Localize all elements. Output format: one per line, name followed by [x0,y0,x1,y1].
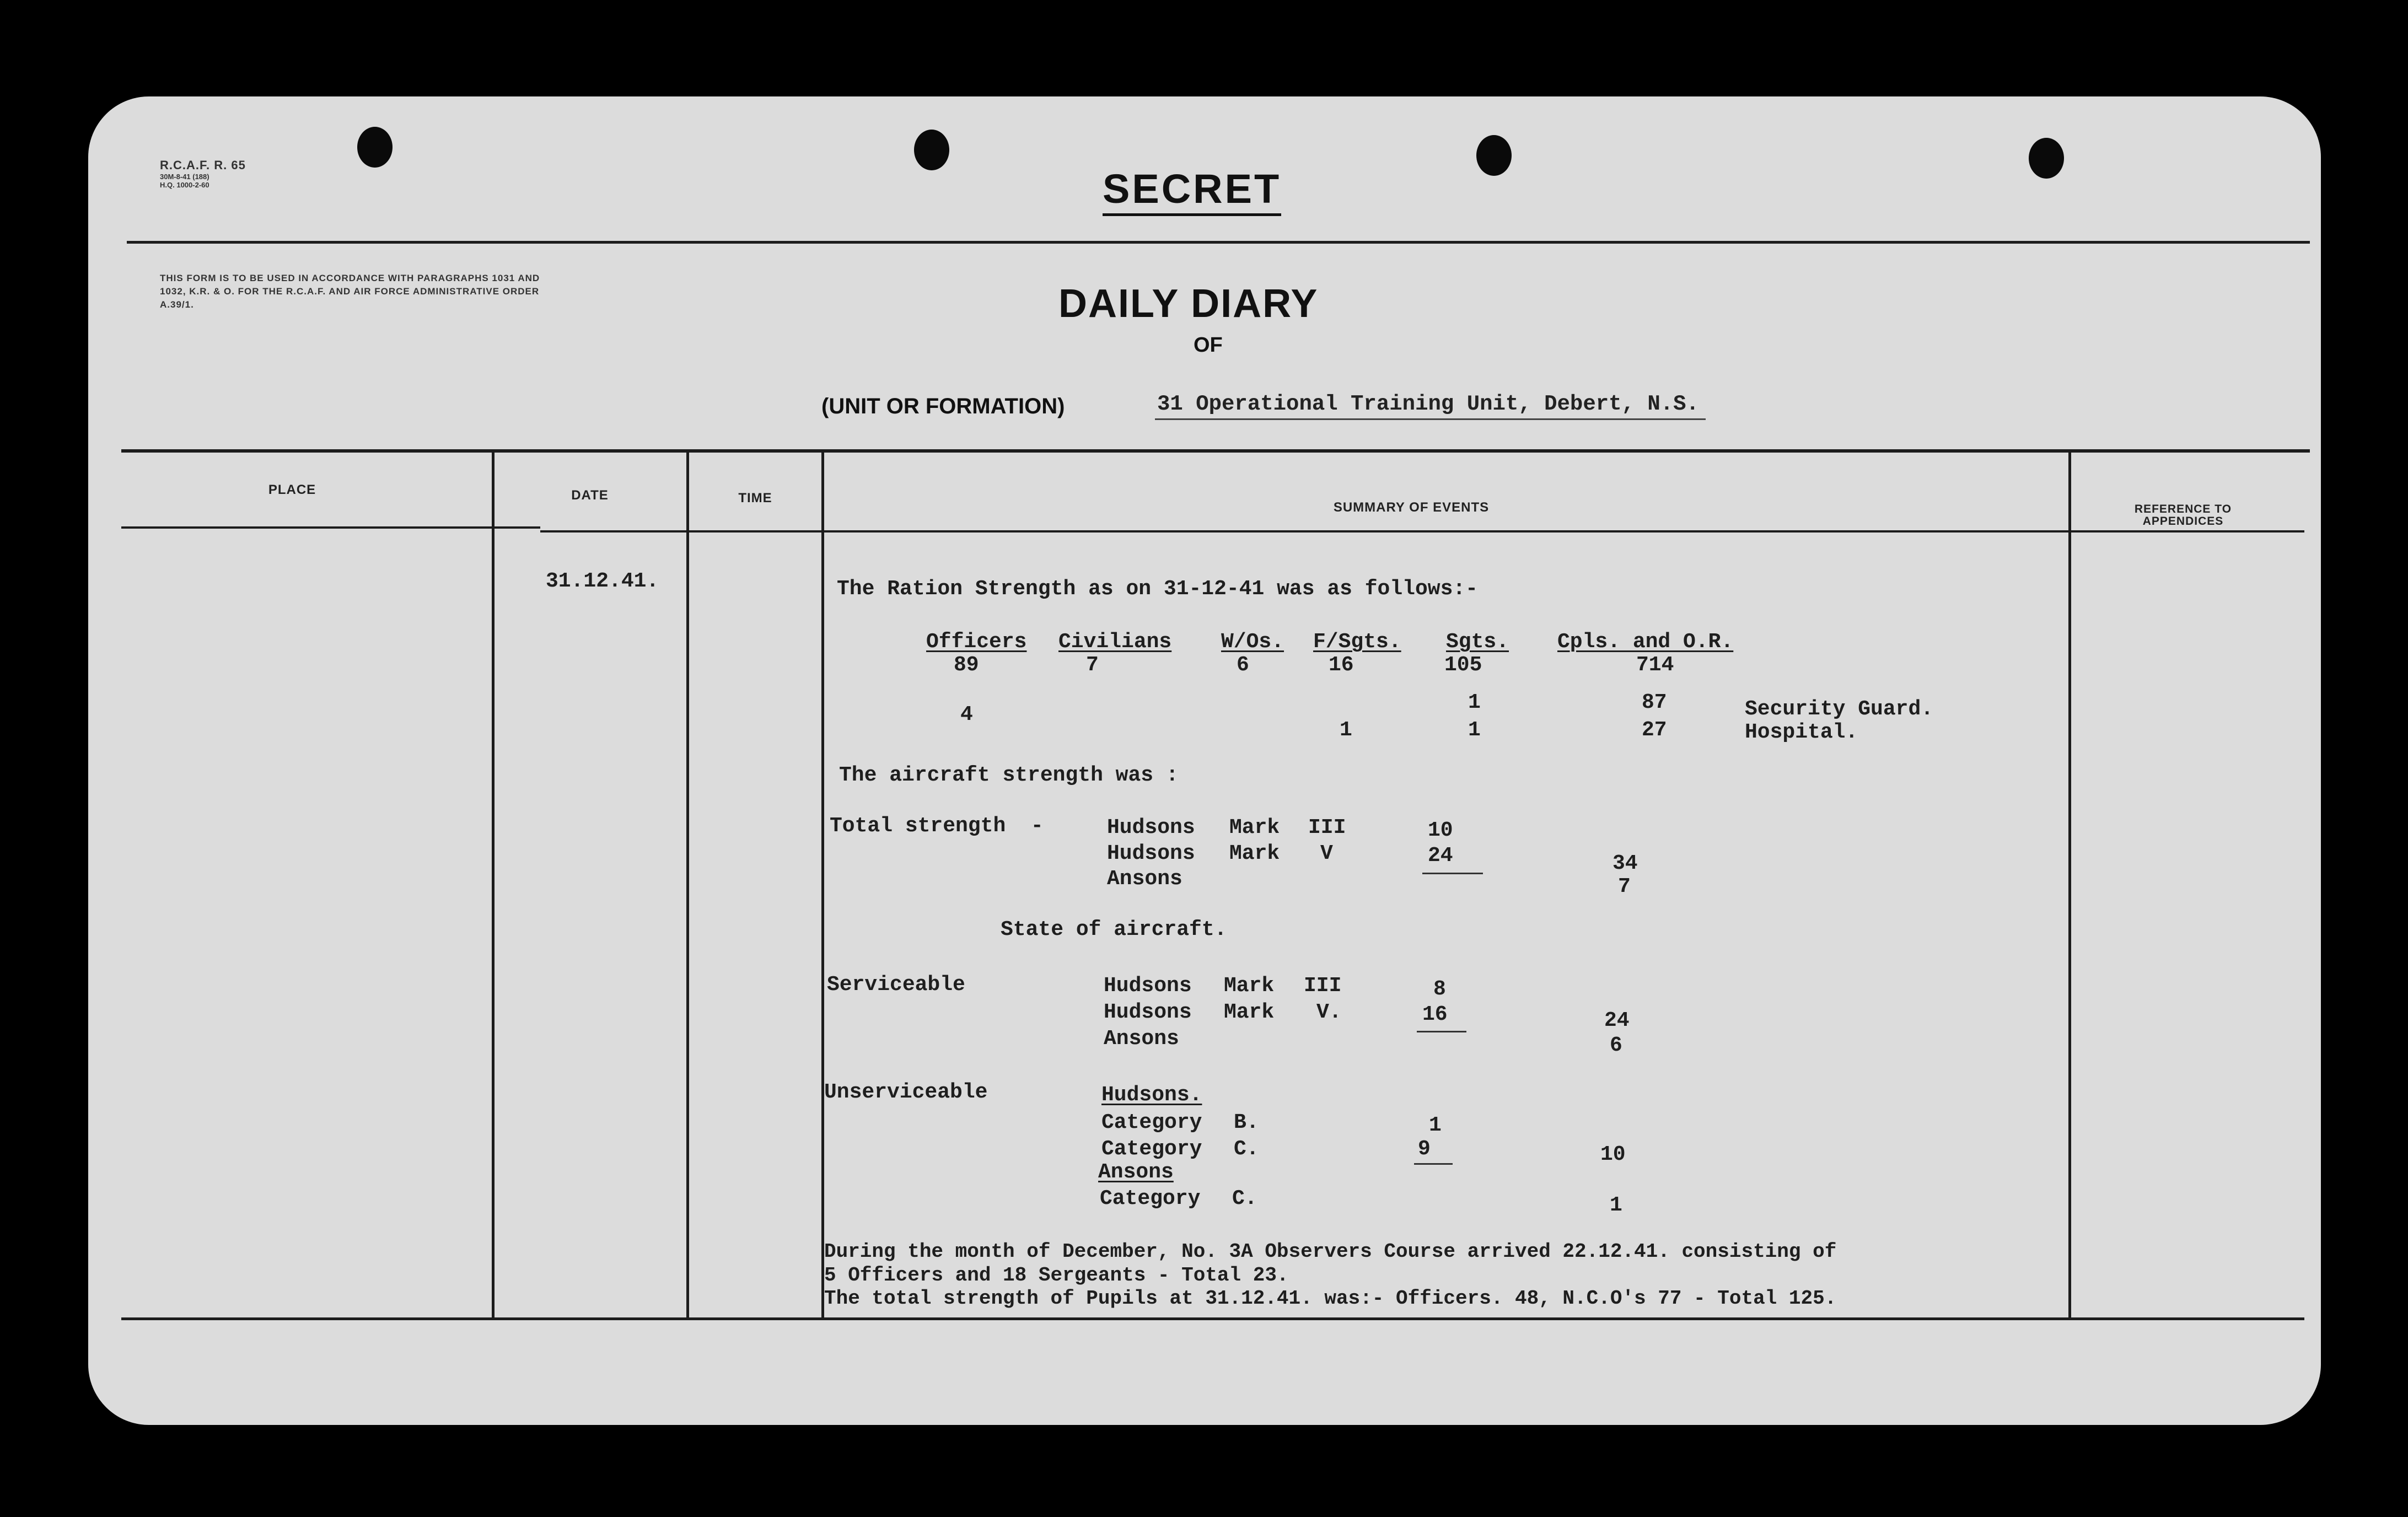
category-code: C. [1232,1187,1257,1211]
ration-header: Civilians [1058,630,1172,654]
aircraft-mark-number: III [1304,974,1342,998]
unserviceable-hudsons-heading: Hudsons. [1101,1083,1202,1107]
ration-value: 714 [1636,653,1674,677]
unit-label: (UNIT OR FORMATION) [821,394,1065,418]
title-of: OF [1194,333,1223,357]
ration-value: 16 [1329,653,1354,677]
page-title: DAILY DIARY [1058,282,1319,326]
ration-header: Sgts. [1446,630,1509,654]
aircraft-mark: Mark [1224,974,1275,998]
ration-value: 1 [1340,718,1352,742]
category-count: 9 [1418,1137,1431,1161]
col-time: TIME [738,491,772,505]
summary-head-rule [540,530,2304,532]
column-divider [821,449,824,1320]
ration-value: 6 [1237,653,1249,677]
aircraft-mark: Mark [1229,842,1280,865]
ration-header: Officers [926,630,1027,654]
closing-line: The total strength of Pupils at 31.12.41. was:- Officers. 48, N.C.O's 77 - Total 125. [824,1287,1837,1310]
ration-note: Hospital. [1745,720,1858,744]
col-date: DATE [571,488,609,503]
ration-header: F/Sgts. [1313,630,1401,654]
ration-value: 89 [954,653,979,677]
table-top-rule [121,449,2310,453]
column-divider [686,449,689,1320]
aircraft-mark-number: V [1320,842,1333,865]
unserviceable-ansons-heading: Ansons [1098,1160,1174,1184]
aircraft-type: Hudsons [1107,842,1195,865]
ration-value: 1 [1468,691,1481,714]
col-place: PLACE [268,482,316,497]
column-divider [492,449,495,1320]
category-label: Category [1101,1111,1202,1134]
diary-card [88,96,2321,1425]
aircraft-type: Ansons [1107,867,1182,891]
ration-value: 105 [1444,653,1482,677]
print-code: 30M-8-41 (188) [160,173,209,181]
closing-line: 5 Officers and 18 Sergeants - Total 23. [824,1264,1289,1287]
closing-line: During the month of December, No. 3A Observers Course arrived 22.12.41. consisting of [824,1240,1837,1263]
aircraft-type: Hudsons [1107,816,1195,840]
aircraft-mark: Mark [1224,1000,1275,1024]
category-count: 1 [1429,1113,1442,1137]
aircraft-total: 6 [1610,1034,1622,1057]
ration-header: W/Os. [1221,630,1284,654]
serviceable-label: Serviceable [827,973,965,997]
usage-note: THIS FORM IS TO BE USED IN ACCORDANCE WITH PARAGRAPHS 1031 AND 1032, K.R. & O. FOR THE R.C.A.F. AND AIR FORCE ADMINISTRATIVE ORDER A.39/1. [160,273,540,310]
ration-intro: The Ration Strength as on 31-12-41 was as follows:- [837,577,1478,601]
ration-note: Security Guard. [1745,697,1934,721]
place-head-rule [121,526,540,529]
ration-value: 7 [1086,653,1099,677]
form-number [160,158,246,189]
ration-value: 1 [1468,718,1481,742]
aircraft-intro: The aircraft strength was : [839,763,1179,787]
punch-hole [1476,135,1512,176]
unit-value: 31 Operational Training Unit, Debert, N.S. [1155,392,1706,420]
aircraft-count: 24 [1428,844,1453,868]
category-total: 1 [1610,1193,1622,1217]
category-code: C. [1234,1137,1259,1161]
state-heading: State of aircraft. [1001,918,1227,942]
aircraft-count: 8 [1433,977,1446,1001]
aircraft-total: 34 [1613,852,1638,875]
ration-value: 87 [1642,691,1667,714]
hq-code: H.Q. 1000-2-60 [160,181,209,189]
aircraft-mark: Mark [1229,816,1280,840]
count-underline [1414,1163,1453,1165]
classification-secret: SECRET [1103,165,1281,216]
aircraft-total: 24 [1604,1009,1630,1032]
col-summary: SUMMARY OF EVENTS [1333,500,1490,515]
col-reference: REFERENCE TO APPENDICES [2134,503,2232,528]
punch-hole [2029,138,2064,179]
aircraft-count: 16 [1422,1003,1448,1026]
table-bottom-rule [121,1317,2304,1320]
category-total: 10 [1600,1143,1626,1166]
total-strength-label: Total strength - [830,814,1044,838]
ration-header: Cpls. and O.R. [1557,630,1734,654]
column-divider [2068,449,2071,1320]
ration-value: 4 [960,703,973,727]
aircraft-count: 10 [1428,819,1453,842]
entry-date: 31.12.41. [546,569,659,593]
aircraft-total: 7 [1618,875,1631,899]
aircraft-type: Hudsons [1104,1000,1192,1024]
category-code: B. [1234,1111,1259,1134]
ration-value: 27 [1642,718,1667,742]
aircraft-type: Ansons [1104,1027,1179,1051]
form-number-text: R.C.A.F. R. 65 [160,158,246,172]
punch-hole [357,127,393,168]
aircraft-mark-number: III [1308,816,1346,840]
category-label: Category [1101,1137,1202,1161]
unserviceable-label: Unserviceable [824,1080,988,1104]
aircraft-mark-number: V. [1316,1000,1342,1024]
aircraft-type: Hudsons [1104,974,1192,998]
header-divider [127,241,2310,244]
punch-hole [914,130,949,170]
count-underline [1417,1031,1466,1032]
category-label: Category [1100,1187,1201,1211]
count-underline [1422,873,1483,874]
